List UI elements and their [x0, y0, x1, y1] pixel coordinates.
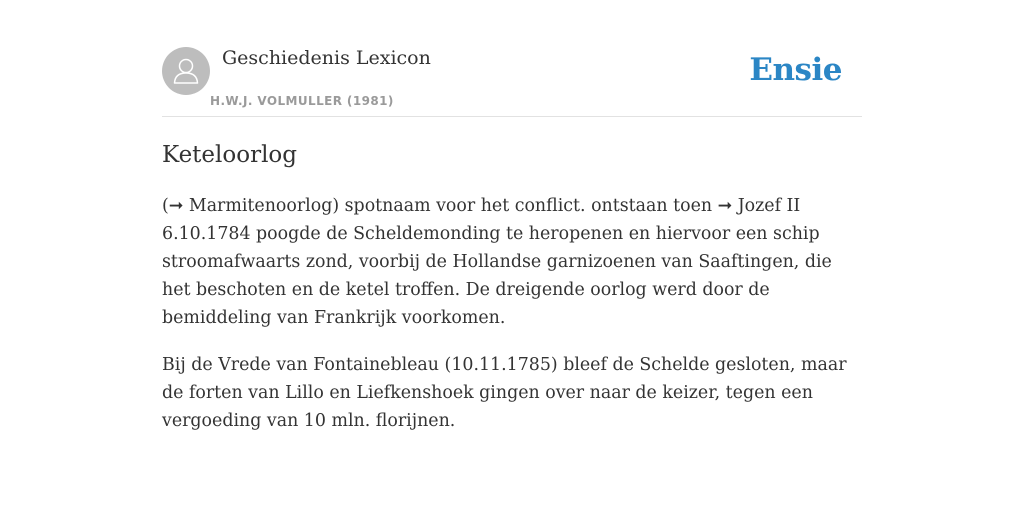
- entry-paragraph: (➞ Marmitenoorlog) spotnaam voor het conflict. ontstaan toen ➞ Jozef II 6.10.1784 poogde de Scheldemonding te heropenen en hiervoor een schip stroomafwaarts zond, voorbij de Hollandse garnizoenen van Saaftingen, die het beschoten en de ketel troffen. De dreigende oorlog werd door de bemiddeling van Frankrijk voorkomen.: [162, 196, 832, 328]
- entry-content: [162, 192, 862, 454]
- entry-title: Keteloorlog: [162, 142, 298, 168]
- book-title[interactable]: Geschiedenis Lexicon: [222, 47, 431, 69]
- book-author[interactable]: H.W.J. VOLMULLER (1981): [210, 94, 394, 108]
- ensie-logo[interactable]: Ensie: [749, 52, 842, 88]
- book-header: [162, 46, 862, 117]
- user-icon[interactable]: [162, 47, 210, 95]
- entry-paragraph: Bij de Vrede van Fontainebleau (10.11.1785) bleef de Schelde gesloten, maar de forten van Lillo en Liefkenshoek gingen over naar de keizer, tegen een vergoeding van 10 mln. florijnen.: [162, 355, 847, 431]
